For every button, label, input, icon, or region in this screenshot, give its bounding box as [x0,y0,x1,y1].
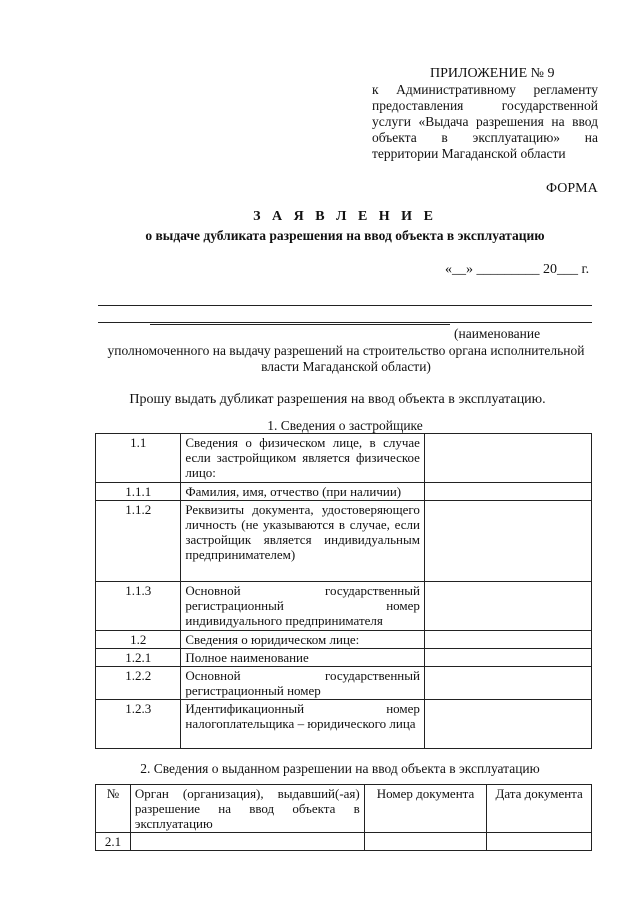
column-header-doc-date: Дата документа [487,785,592,833]
row-number: 1.2.3 [96,700,181,749]
appendix-line: предоставления государственной [372,98,598,113]
row-value-field[interactable] [424,483,591,501]
date-field[interactable]: «__» _________ 20___ г. [445,262,590,277]
table-row [96,483,592,501]
request-text: Прошу выдать дубликат разрешения на ввод объекта в эксплуатацию. [129,392,546,407]
row-value-field[interactable] [424,649,591,667]
row-label: Реквизиты документа, удостоверяющего личность (не указываются в случае, если застройщик является индивидуальным предпринимателем) [181,501,425,582]
appendix-line: услуги «Выдача разрешения на ввод [372,114,598,129]
row-label: Идентификационный номер налогоплательщика – юридического лица [181,700,425,749]
form-label: ФОРМА [546,181,598,196]
appendix-reference [372,82,598,162]
row-number: 1.2.2 [96,667,181,700]
table-header-row [96,785,592,833]
row-value-field[interactable] [424,434,591,483]
document-subtitle: о выдаче дубликата разрешения на ввод объекта в эксплуатацию [145,228,545,243]
section2-title: 2. Сведения о выданном разрешении на ввод объекта в эксплуатацию [140,761,540,776]
row-value-field[interactable] [424,667,591,700]
row-number: 1.1.2 [96,501,181,582]
table-row [96,501,592,582]
blank-line[interactable] [98,305,592,306]
doc-date-field[interactable] [487,833,592,851]
row-label: Фамилия, имя, отчество (при наличии) [181,483,425,501]
authority-caption-continuation: уполномоченного на выдачу разрешений на строительство органа исполнительной власти Магаданской области) [107,343,585,374]
row-number: 2.1 [96,833,131,851]
row-value-field[interactable] [424,700,591,749]
table-row [96,700,592,749]
permit-info-table [95,784,592,851]
table-row [96,582,592,631]
row-label: Основной государственный регистрационный номер индивидуального предпринимателя [181,582,425,631]
table-row [96,667,592,700]
organ-field[interactable] [130,833,364,851]
table-row [96,833,592,851]
row-value-field[interactable] [424,582,591,631]
document-title: З А Я В Л Е Н И Е [253,209,437,224]
row-number: 1.2.1 [96,649,181,667]
authority-name-line[interactable] [150,324,450,325]
column-header-doc-number: Номер документа [364,785,487,833]
row-label: Полное наименование [181,649,425,667]
appendix-line: объекта в эксплуатацию» на [372,130,598,145]
row-label: Сведения о физическом лице, в случае если застройщиком является физическое лицо: [181,434,425,483]
row-value-field[interactable] [424,631,591,649]
table-row [96,631,592,649]
table-row [96,434,592,483]
row-value-field[interactable] [424,501,591,582]
column-header-organ: Орган (организация), выдавший(-ая) разрешение на ввод объекта в эксплуатацию [130,785,364,833]
section1-title: 1. Сведения о застройщике [267,418,423,433]
blank-line[interactable] [98,322,592,323]
row-number: 1.1 [96,434,181,483]
row-label: Сведения о юридическом лице: [181,631,425,649]
column-header-number: № [96,785,131,833]
row-label: Основной государственный регистрационный номер [181,667,425,700]
authority-caption: (наименование [454,326,541,341]
table-row [96,649,592,667]
appendix-line: территории Магаданской области [372,146,566,161]
row-number: 1.2 [96,631,181,649]
row-number: 1.1.1 [96,483,181,501]
doc-number-field[interactable] [364,833,487,851]
appendix-line: к Административному регламенту [372,82,598,97]
row-number: 1.1.3 [96,582,181,631]
developer-info-table [95,433,592,749]
appendix-title: ПРИЛОЖЕНИЕ № 9 [430,66,555,81]
